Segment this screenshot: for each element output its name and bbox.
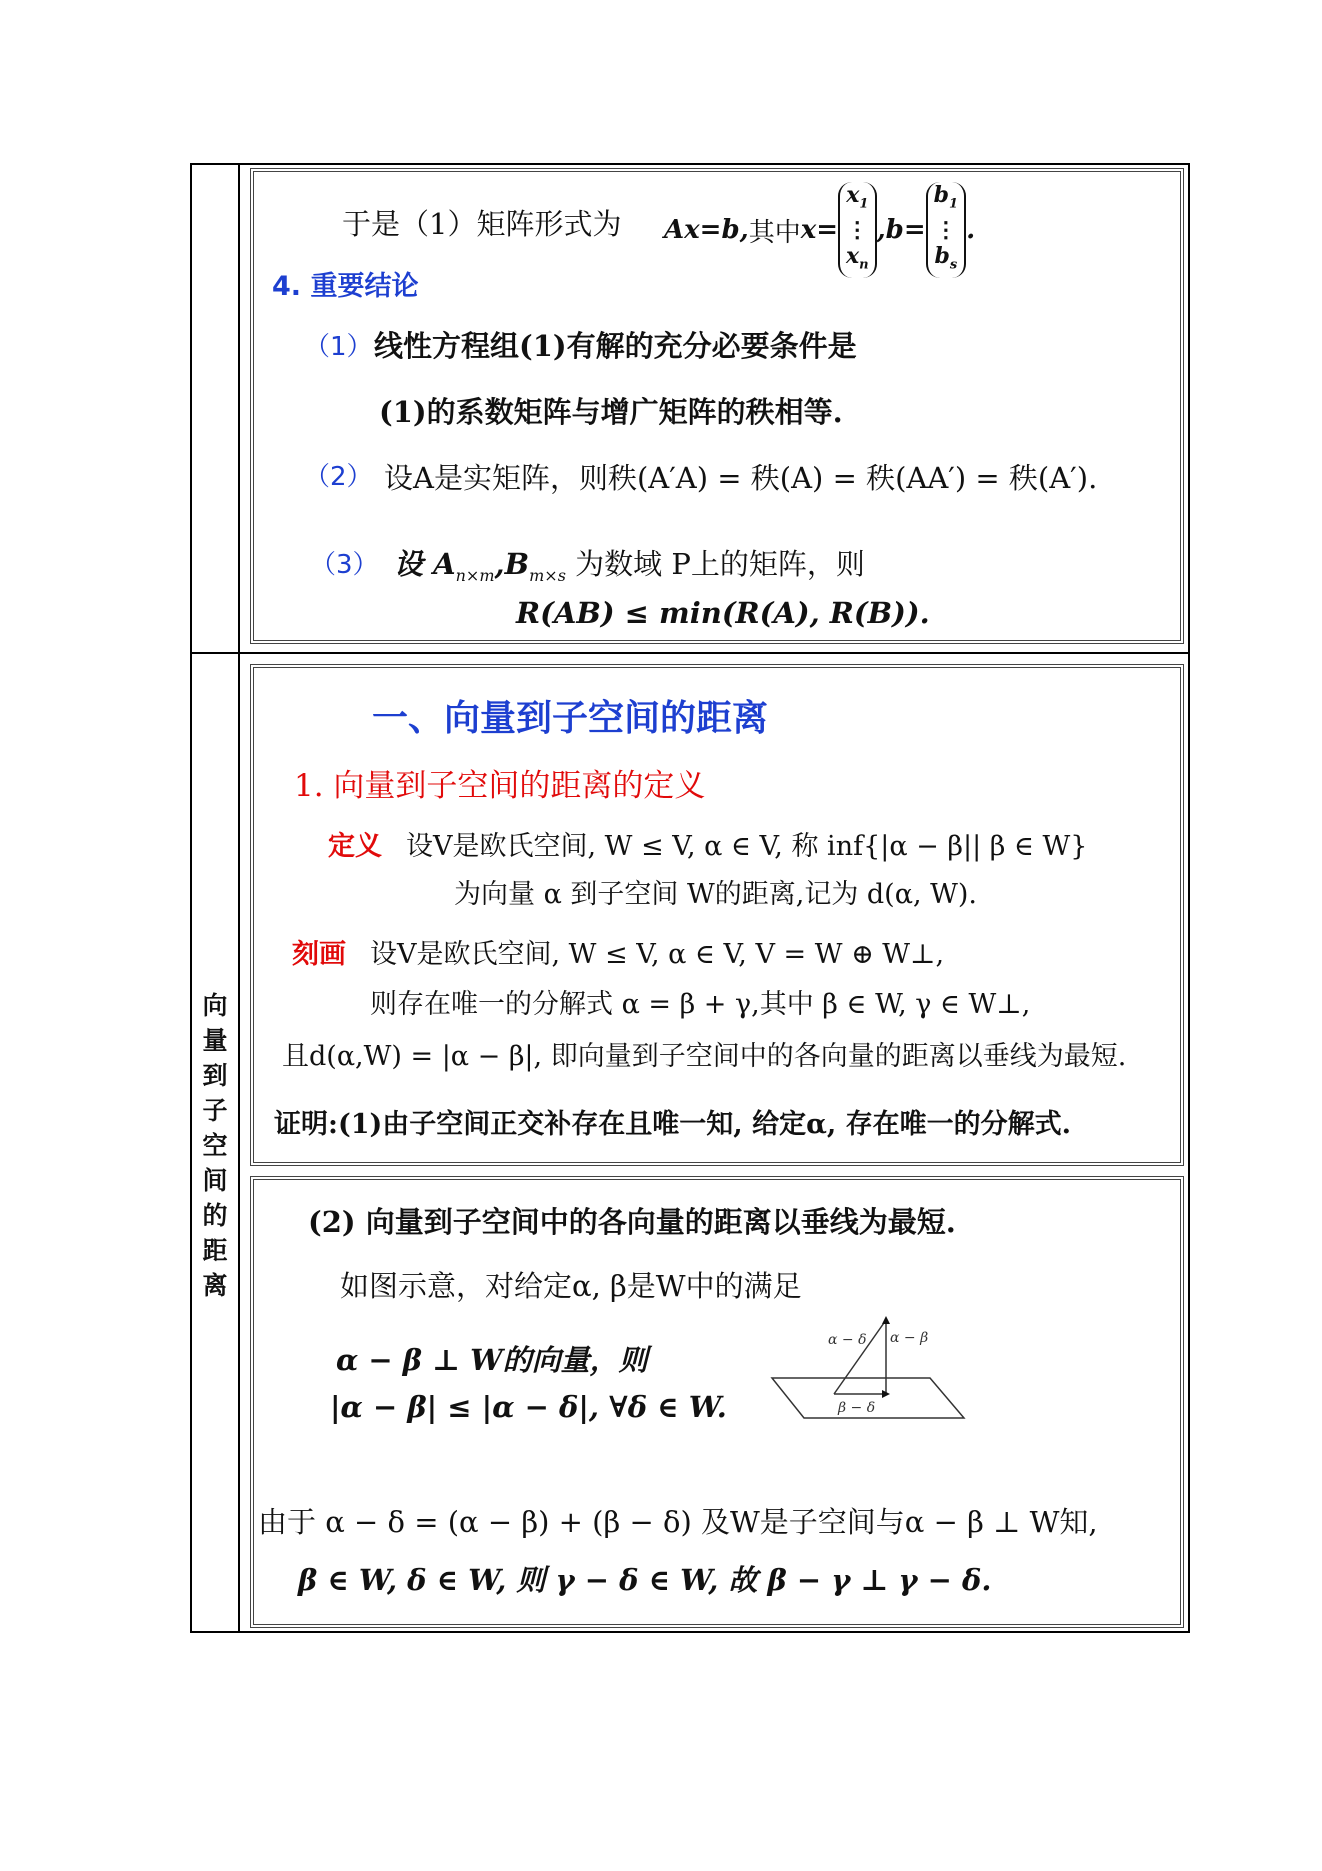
label-beta-minus-delta: β − δ [838, 1400, 876, 1416]
characterization-continuation: 则存在唯一的分解式 α = β + γ,其中 β ∈ W, γ ∈ W⊥, [370, 989, 1031, 1020]
proof-text: 证明:(1)由子空间正交补存在且唯一知, 给定α, 存在唯一的分解式. [274, 1109, 1072, 1140]
x-bottom: $x_n$ [846, 243, 869, 273]
b-bottom: $b_s$ [934, 243, 958, 273]
definition-label: 定义 [328, 831, 382, 862]
slide-3-line-5: β ∈ W, δ ∈ W, 则 γ − δ ∈ W, 故 β − γ ⊥ γ − δ. [298, 1563, 992, 1597]
label-alpha-minus-delta: α − δ [828, 1332, 867, 1348]
important-conclusions-heading: 4. 重要结论 [272, 271, 419, 302]
slide-3-title: (2) 向量到子空间中的各向量的距离以垂线为最短. [308, 1205, 956, 1239]
slide-3-line-2: α − β ⊥ W的向量，则 [336, 1343, 648, 1377]
slide-3-line-3: |α − β| ≤ |α − δ|, ∀δ ∈ W. [330, 1390, 727, 1424]
equation-main: Ax=b, [664, 215, 749, 245]
slide-1 [250, 168, 1184, 644]
definition-text: 设V是欧氏空间, W ≤ V, α ∈ V, 称 inf{|α − β|| β ∈ W} [406, 831, 1088, 862]
arrow-head-top [882, 1316, 890, 1324]
slide-3-line-4: 由于 α − δ = (α − β) + (β − δ) 及W是子空间与α − β ⊥ W知, [258, 1505, 1098, 1539]
equation-end: . [966, 215, 976, 245]
item-1-text: 线性方程组(1)有解的充分必要条件是 [374, 329, 857, 363]
side-label: 向量到子空间的距离 [202, 991, 228, 1300]
characterization-label: 刻画 [292, 939, 346, 970]
x-vdots: ⋮ [846, 217, 869, 243]
x-top: $x_1$ [846, 181, 869, 211]
slide-2 [250, 664, 1184, 1166]
equation-where: 其中 [748, 217, 801, 248]
item-3-text: 设 $A_{n\times m},B_{m\times s}$ 为数域 P上的矩阵，则 [394, 547, 865, 585]
item-2-number: （2） [304, 462, 373, 492]
equation-x: x= [800, 215, 839, 245]
matrix-equation [664, 182, 975, 278]
item-3-formula: R(AB) ≤ min(R(A), R(B)). [516, 596, 930, 630]
table-column-divider [238, 163, 240, 1633]
equation-b: ,b= [876, 215, 926, 245]
item-3-number: （3） [310, 550, 379, 580]
b-vector [926, 182, 966, 279]
b-top: $b_1$ [933, 181, 959, 211]
x-vector [838, 182, 877, 279]
b-vdots: ⋮ [934, 217, 957, 243]
label-alpha-minus-beta: α − β [890, 1330, 929, 1346]
item-2-text: 设A是实矩阵，则秩(A′A) = 秩(A) = 秩(AA′) = 秩(A′). [384, 461, 1098, 495]
slide-3-line-1: 如图示意，对给定α, β是W中的满足 [340, 1269, 802, 1303]
definition-subtitle: 1. 向量到子空间的距离的定义 [294, 768, 706, 804]
characterization-conclusion: 且d(α,W) = |α − β|, 即向量到子空间中的各向量的距离以垂线为最短. [282, 1041, 1127, 1072]
slide-3 [250, 1176, 1184, 1628]
perpendicular-diagram [754, 1312, 974, 1432]
characterization-text: 设V是欧氏空间, W ≤ V, α ∈ V, V = W ⊕ W⊥, [370, 939, 945, 970]
item-1-continuation: (1)的系数矩阵与增广矩阵的秩相等. [379, 395, 843, 429]
section-title: 一、向量到子空间的距离 [372, 698, 769, 739]
table-row-divider [190, 652, 1190, 654]
item-1-number: （1） [304, 332, 373, 362]
definition-continuation: 为向量 α 到子空间 W的距离,记为 d(α, W). [454, 879, 977, 910]
matrix-form-intro: 于是（1）矩阵形式为 [342, 207, 622, 241]
